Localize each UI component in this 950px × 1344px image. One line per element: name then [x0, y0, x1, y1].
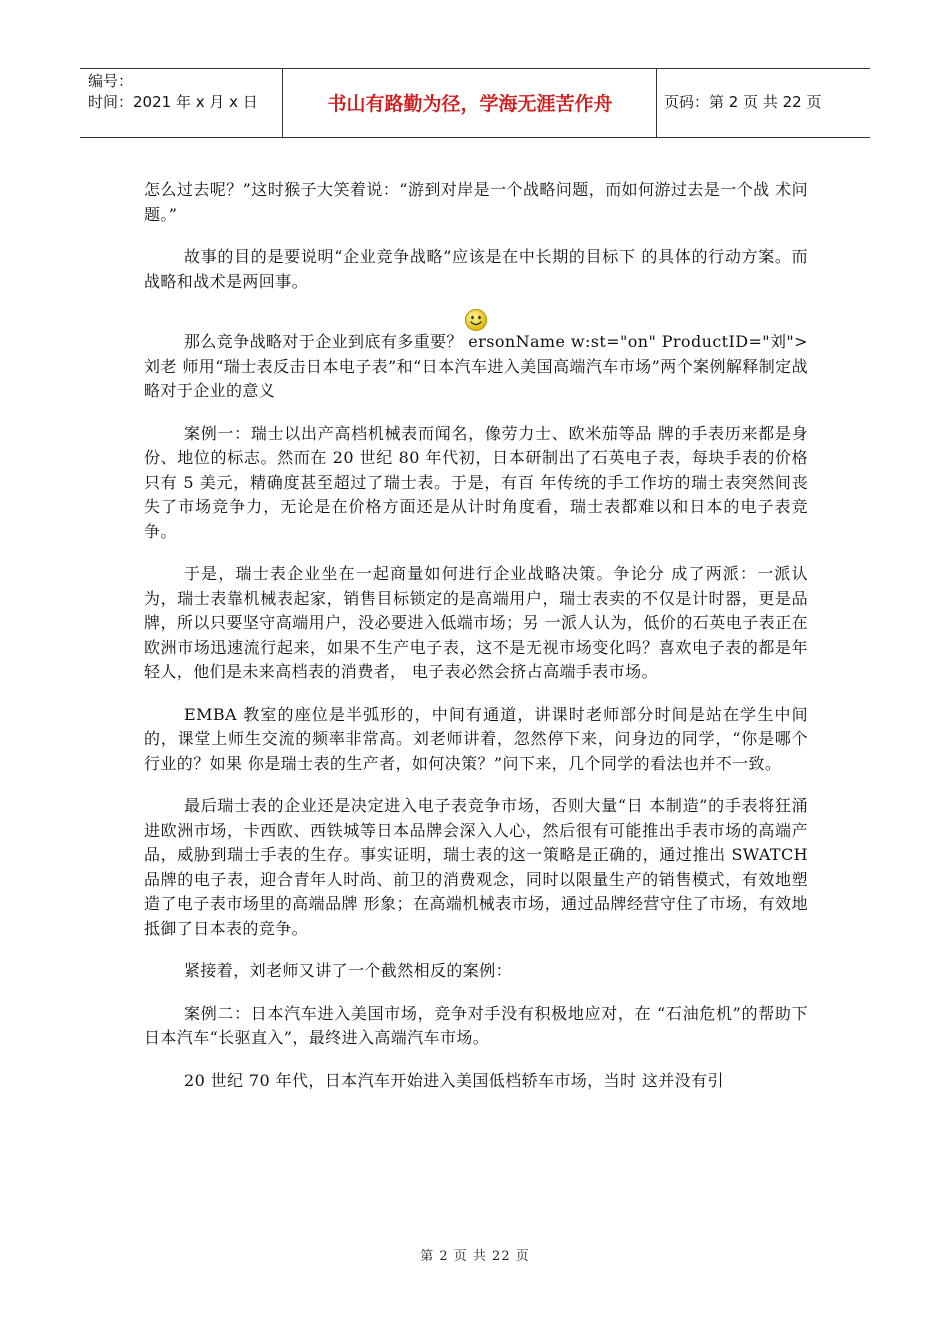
- paragraph-6: EMBA 教室的座位是半弧形的，中间有通道，讲课时老师部分时间是站在学生中间的，课堂上师生交流的频率非常高。刘老师讲着，忽然停下来，问身边的同学，“你是哪个行业的？如果 你是瑞士表的生产者，如何决策？”问下来，几个同学的看法也并不一致。: [144, 704, 808, 773]
- header-motto: 书山有路勤为径，学海无涯苦作舟: [327, 93, 613, 115]
- header-time: 时间：2021 年 x 月 x 日: [88, 93, 258, 111]
- paragraph-2: 故事的目的是要说明“企业竞争战略”应该是在中长期的目标下 的具体的行动方案。而战略和战术是两回事。: [144, 247, 808, 291]
- header-page-info: 页码：第 2 页 共 22 页: [664, 93, 822, 111]
- paragraph-4: 案例一：瑞士以出产高档机械表而闻名，像劳力士、欧米茄等品 牌的手表历来都是身份、地位的标志。然而在 20 世纪 80 年代初，日本研制出了石英电子表，每块手表的价格只有 5 美元，精确度甚至超过了瑞士表。于是，有百 年传统的手工作坊的瑞士表突然间丧失了市场竞争力，无论是在价格方面还是从计时角度看，瑞士表都难以和日本的电子表竞争。: [144, 423, 808, 541]
- paragraph-9: 案例二：日本汽车进入美国市场，竞争对手没有积极地应对，在 “石油危机”的帮助下日本汽车“长驱直入”，最终进入高端汽车市场。: [144, 1003, 808, 1047]
- header-number-label: 编号：: [88, 72, 134, 90]
- paragraph-3: 那么竞争战略对于企业到底有多重要？ ersonName w:st="on" ProductID="刘">刘老 师用“瑞士表反击日本电子表”和“日本汽车进入美国高端汽车市场”两个案例解释制定战略对于企业的意义: [144, 332, 808, 400]
- paragraph-5: 于是，瑞士表企业坐在一起商量如何进行企业战略决策。争论分 成了两派：一派认为，瑞士表靠机械表起家，销售目标锁定的是高端用户，瑞士表卖的不仅是计时器，更是品牌，所以只要坚守高端用户，没必要进入低端市场；另 一派人认为，低价的石英电子表正在欧洲市场迅速流行起来，如果不生产电子表，这不是无视市场变化吗？喜欢电子表的都是年轻人，他们是未来高档表的消费者， 电子表必然会挤占高端手表市场。: [144, 564, 808, 681]
- header-meta: [88, 71, 278, 113]
- paragraph-10: 20 世纪 70 年代，日本汽车开始进入美国低档轿车市场，当时 这并没有引: [184, 1070, 724, 1090]
- header-divider-right: [656, 69, 657, 137]
- paragraph-7: 最后瑞士表的企业还是决定进入电子表竞争市场，否则大量“日 本制造”的手表将狂涌进欧洲市场，卡西欧、西铁城等日本品牌会深入人心，然后很有可能推出手表市场的高端产品，威胁到瑞士手表的生存。事实证明，瑞士表的这一策略是正确的，通过推出 SWATCH 品牌的电子表，迎合青年人时尚、前卫的消费观念，同时以限量生产的销售模式，有效地塑造了电子表市场里的高端品牌 形象；在高端机械表市场，通过品牌经营守住了市场，有效地抵御了日本表的竞争。: [144, 796, 808, 938]
- paragraph-1: 怎么过去呢？”这时猴子大笑着说：“游到对岸是一个战略问题，而如何游过去是一个战 术问题。”: [144, 180, 808, 224]
- paragraph-8: 紧接着，刘老师又讲了一个截然相反的案例：: [184, 961, 513, 980]
- page-footer: 第 2 页 共 22 页: [420, 1249, 530, 1264]
- header-divider-left: [282, 69, 283, 137]
- page-header: [80, 68, 870, 138]
- document-body: [144, 178, 808, 1111]
- smiley-face-icon: [144, 308, 808, 332]
